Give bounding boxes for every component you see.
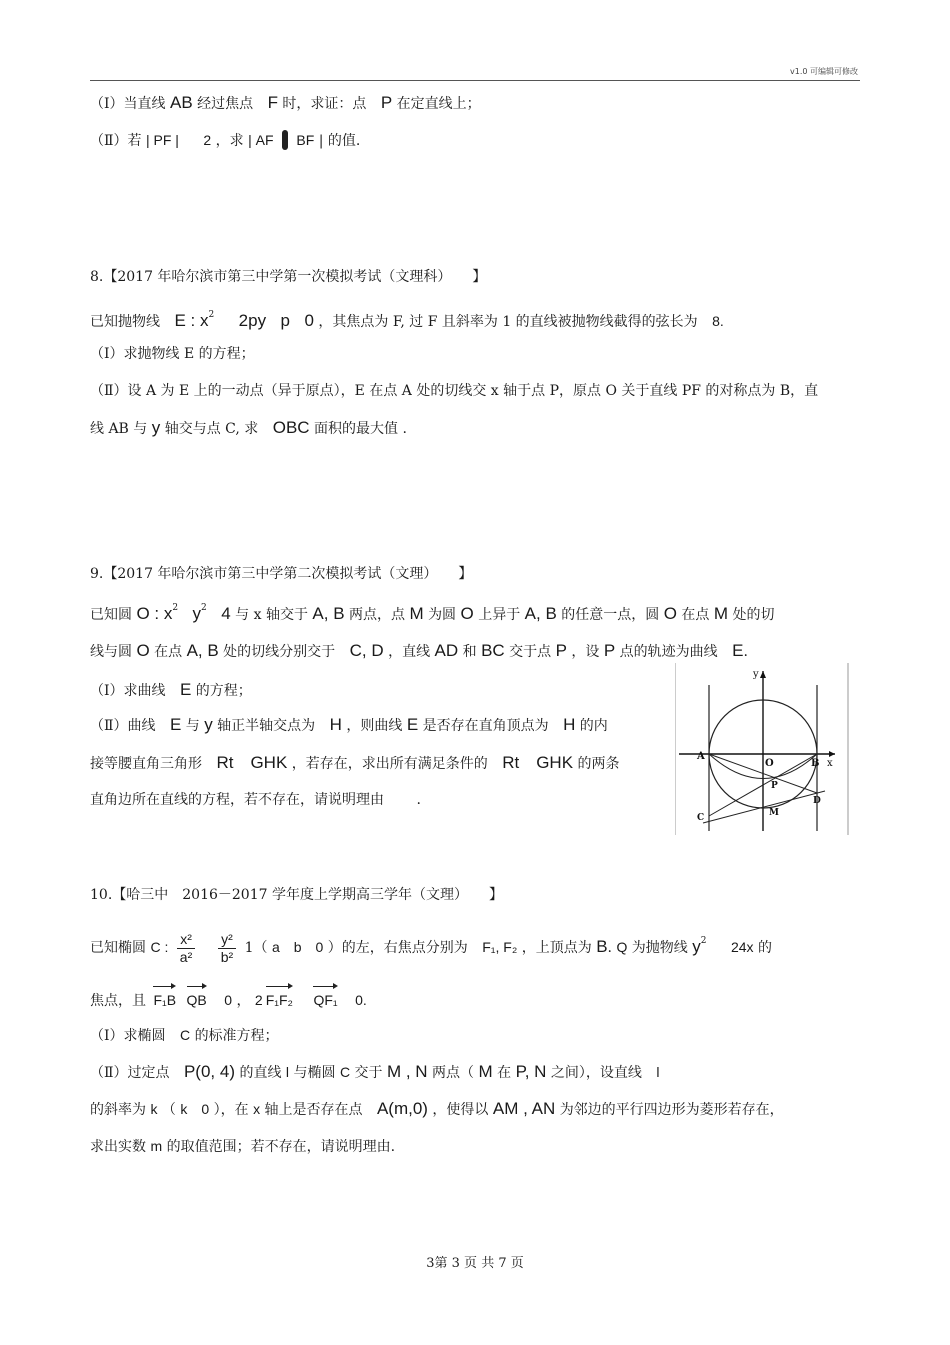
math: O xyxy=(663,604,677,623)
text: 的内 xyxy=(579,718,608,734)
q8-stem xyxy=(90,305,724,332)
math: C xyxy=(179,1027,191,1043)
header-rule xyxy=(90,80,860,81)
label-d: D xyxy=(813,796,821,806)
text: ），在 xyxy=(213,1102,249,1118)
math: A, B xyxy=(524,604,557,623)
math: P(0, 4) xyxy=(183,1062,235,1081)
text: 在点 xyxy=(154,644,183,660)
text: 的标准方程； xyxy=(194,1028,279,1044)
math: 2py xyxy=(238,311,267,330)
text: ，设 xyxy=(571,644,600,660)
text: 线与圆 xyxy=(90,644,132,660)
circle-tangent-figure xyxy=(675,663,850,835)
text: 点的轨迹为曲线 xyxy=(619,644,718,660)
math: 2 xyxy=(254,992,263,1008)
text: 线 AB 与 xyxy=(90,421,148,437)
math: OBC xyxy=(272,418,310,437)
math: C xyxy=(339,1064,351,1080)
math: 0 xyxy=(304,311,314,330)
math: B xyxy=(596,937,608,956)
text: . xyxy=(607,940,612,956)
q10-part2-end xyxy=(90,1136,395,1157)
q10-stem-2 xyxy=(90,984,367,1011)
text: （Ⅱ）曲线 xyxy=(90,718,156,734)
text: 上异于 xyxy=(478,607,521,623)
math: F₁, F₂ xyxy=(482,939,518,955)
math: E xyxy=(732,641,744,660)
text: 交于点 xyxy=(509,644,552,660)
math: H xyxy=(563,715,576,734)
label-b: B xyxy=(811,758,820,769)
math: M xyxy=(713,604,728,623)
label-m: M xyxy=(769,808,779,818)
math: C, D xyxy=(349,641,384,660)
math: a b 0 xyxy=(271,939,324,955)
math: 2 xyxy=(172,603,179,613)
math: C : xyxy=(150,939,169,955)
text: 1（ xyxy=(244,940,268,956)
text: ，则曲线 xyxy=(346,718,403,734)
math: x xyxy=(253,1101,261,1117)
vector-qf1: QF₁ xyxy=(313,984,337,1010)
math: 2 xyxy=(201,603,207,613)
label-x: x xyxy=(827,758,833,769)
text: 和 xyxy=(462,644,477,660)
q8-title: 8.【2017 年哈尔滨市第三中学第一次模拟考试（文理科） 】 xyxy=(90,269,487,285)
math: P, N xyxy=(515,1062,547,1081)
math: AM , AN xyxy=(492,1099,556,1118)
fraction-x2-a2 xyxy=(177,931,195,966)
math: A(m,0) xyxy=(376,1099,428,1118)
text: 为圆 xyxy=(428,607,457,623)
q10-stem-1 xyxy=(90,920,772,969)
text: 的直线 xyxy=(239,1065,282,1081)
math: l xyxy=(656,1064,660,1080)
text: 的取值范围；若不存在，请说明理由. xyxy=(166,1139,396,1155)
text: 经过焦点 xyxy=(197,96,254,112)
text: （Ⅰ）求曲线 xyxy=(90,683,166,699)
label-p: P xyxy=(771,781,778,791)
math: Q xyxy=(616,939,628,955)
math: F xyxy=(267,93,278,112)
math: A, B xyxy=(312,604,345,623)
math: AB xyxy=(169,93,193,112)
text: 已知圆 xyxy=(90,607,132,623)
text: 为抛物线 xyxy=(631,940,688,956)
math: k xyxy=(150,1101,158,1117)
q7-part2 xyxy=(90,130,360,151)
q10-part2-cont xyxy=(90,1099,784,1120)
q9-part2-cont xyxy=(90,753,620,774)
text: . xyxy=(743,644,748,660)
q8-part2: （Ⅱ）设 A 为 E 上的一动点（异于原点），E 在点 A 处的切线交 x 轴于点 P，原点 O 关于直线 PF 的对称点为 B，直 xyxy=(90,383,819,399)
denominator: b² xyxy=(220,948,234,965)
vector-qb: QB xyxy=(187,984,207,1010)
text: （Ⅰ）当直线 xyxy=(90,96,166,112)
math: M xyxy=(478,1062,493,1081)
math: M xyxy=(409,604,424,623)
text: 焦点，且 xyxy=(90,993,146,1009)
text: 已知椭圆 xyxy=(90,940,146,956)
text: ， xyxy=(236,993,251,1009)
vector-f1f2: F₁F₂ xyxy=(266,984,293,1010)
text: 交于 xyxy=(354,1065,383,1081)
text: 求出实数 xyxy=(90,1139,146,1155)
math: l xyxy=(285,1064,290,1080)
text: 与 xyxy=(185,718,200,734)
math: O : x xyxy=(136,604,173,623)
math: 2 xyxy=(208,310,215,320)
text: （ xyxy=(161,1102,176,1118)
math: 0 xyxy=(224,992,233,1008)
text: 为邻边的平行四边形为菱形若存在， xyxy=(559,1102,784,1118)
math: m xyxy=(150,1138,163,1154)
math: y xyxy=(151,418,161,437)
text: 的两条 xyxy=(577,756,620,772)
math: AD xyxy=(434,641,459,660)
text: ，其焦点为 F, 过 F 且斜率为 1 的直线被抛物线截得的弦长为 xyxy=(318,314,698,330)
label-a: A xyxy=(697,751,705,762)
text: ）的左，右焦点分别为 xyxy=(327,940,468,956)
text: 在点 xyxy=(681,607,710,623)
math: H xyxy=(329,715,342,734)
text: 轴交与点 C, 求 xyxy=(164,421,259,437)
text: 轴上是否存在点 xyxy=(264,1102,363,1118)
text: 的方程； xyxy=(195,683,252,699)
math: y xyxy=(204,715,213,734)
q10-title: 10.【哈三中 2016－2017 学年度上学期高三学年（文理） 】 xyxy=(90,887,503,903)
math: y xyxy=(192,604,202,623)
math: E xyxy=(169,715,182,734)
vector-f1b: F₁B xyxy=(153,984,176,1010)
q9-stem-2 xyxy=(90,641,748,662)
q8-part2-cont xyxy=(90,418,407,439)
q9-part2 xyxy=(90,715,608,736)
text: ，求 xyxy=(215,133,244,149)
math: Rt GHK xyxy=(502,753,574,772)
math: Rt GHK xyxy=(216,753,288,772)
math: 24x xyxy=(730,939,754,955)
numerator: x² xyxy=(177,931,195,949)
text: 处的切 xyxy=(732,607,775,623)
q7-part1 xyxy=(90,93,481,114)
math: P xyxy=(555,641,567,660)
math: 2 xyxy=(203,132,212,148)
text: 两点，点 xyxy=(348,607,405,623)
math: M , N xyxy=(386,1062,428,1081)
text: 已知抛物线 xyxy=(90,314,160,330)
q10-part1 xyxy=(90,1025,279,1046)
q10-part2 xyxy=(90,1062,659,1083)
text: 的任意一点，圆 xyxy=(561,607,660,623)
text: 的 xyxy=(757,940,772,956)
math: A, B xyxy=(186,641,219,660)
q8-part1: （Ⅰ）求抛物线 E 的方程； xyxy=(90,346,255,362)
text: 在 xyxy=(497,1065,512,1081)
text: ，上顶点为 xyxy=(521,940,592,956)
text: 的斜率为 xyxy=(90,1102,146,1118)
text: 处的切线分别交于 xyxy=(223,644,336,660)
text: ，使得以 xyxy=(432,1102,489,1118)
text: | 的值. xyxy=(318,133,361,149)
page-footer: 3第 3 页 共 7 页 xyxy=(426,1256,524,1271)
text: （Ⅰ）求椭圆 xyxy=(90,1028,166,1044)
q9-stem-1 xyxy=(90,598,774,625)
label-c: C xyxy=(697,813,705,823)
text: 时，求证：点 xyxy=(282,96,367,112)
text: （Ⅱ）过定点 xyxy=(90,1065,170,1081)
text: （Ⅱ）若 xyxy=(90,133,142,149)
math: k 0 xyxy=(180,1101,210,1117)
q9-part2-end: 直角边所在直线的方程，若不存在，请说明理由 . xyxy=(90,792,421,808)
text: 与椭圆 xyxy=(293,1065,336,1081)
q9-part1 xyxy=(90,680,252,701)
math: 0. xyxy=(355,992,367,1008)
math: 2 xyxy=(700,936,707,946)
math: BC xyxy=(481,641,505,660)
numerator: y² xyxy=(218,931,236,949)
text: ，若存在，求出所有满足条件的 xyxy=(291,756,488,772)
label-o: O xyxy=(765,758,774,769)
fraction-y2-b2 xyxy=(218,931,236,966)
math: E xyxy=(406,715,419,734)
denominator: a² xyxy=(179,948,193,965)
text: 两点（ xyxy=(432,1065,475,1081)
math: O xyxy=(460,604,474,623)
text: 是否存在直角顶点为 xyxy=(422,718,549,734)
label-y: y xyxy=(753,669,759,680)
math: 8. xyxy=(712,313,724,329)
math: | AF xyxy=(248,132,274,148)
math: E xyxy=(179,680,192,699)
math: E : x xyxy=(174,311,209,330)
text: 轴正半轴交点为 xyxy=(217,718,316,734)
math: p xyxy=(280,311,290,330)
text: 面积的最大值 . xyxy=(314,421,407,437)
operator-icon xyxy=(282,130,288,150)
text: 与 x 轴交于 xyxy=(235,607,308,623)
text: ，直线 xyxy=(388,644,431,660)
text: 之间），设直线 xyxy=(550,1065,642,1081)
math: P xyxy=(380,93,393,112)
math: 4 xyxy=(221,604,231,623)
math: BF xyxy=(296,132,315,148)
text: 接等腰直角三角形 xyxy=(90,756,202,772)
math: y xyxy=(692,937,701,956)
math: | PF | xyxy=(145,132,179,148)
q9-title: 9.【2017 年哈尔滨市第三中学第二次模拟考试（文理） 】 xyxy=(90,566,473,582)
math: P xyxy=(603,641,616,660)
math: O xyxy=(136,641,150,660)
header-tag: v1.0 可编辑可修改 xyxy=(790,67,858,76)
text: 在定直线上； xyxy=(396,96,481,112)
